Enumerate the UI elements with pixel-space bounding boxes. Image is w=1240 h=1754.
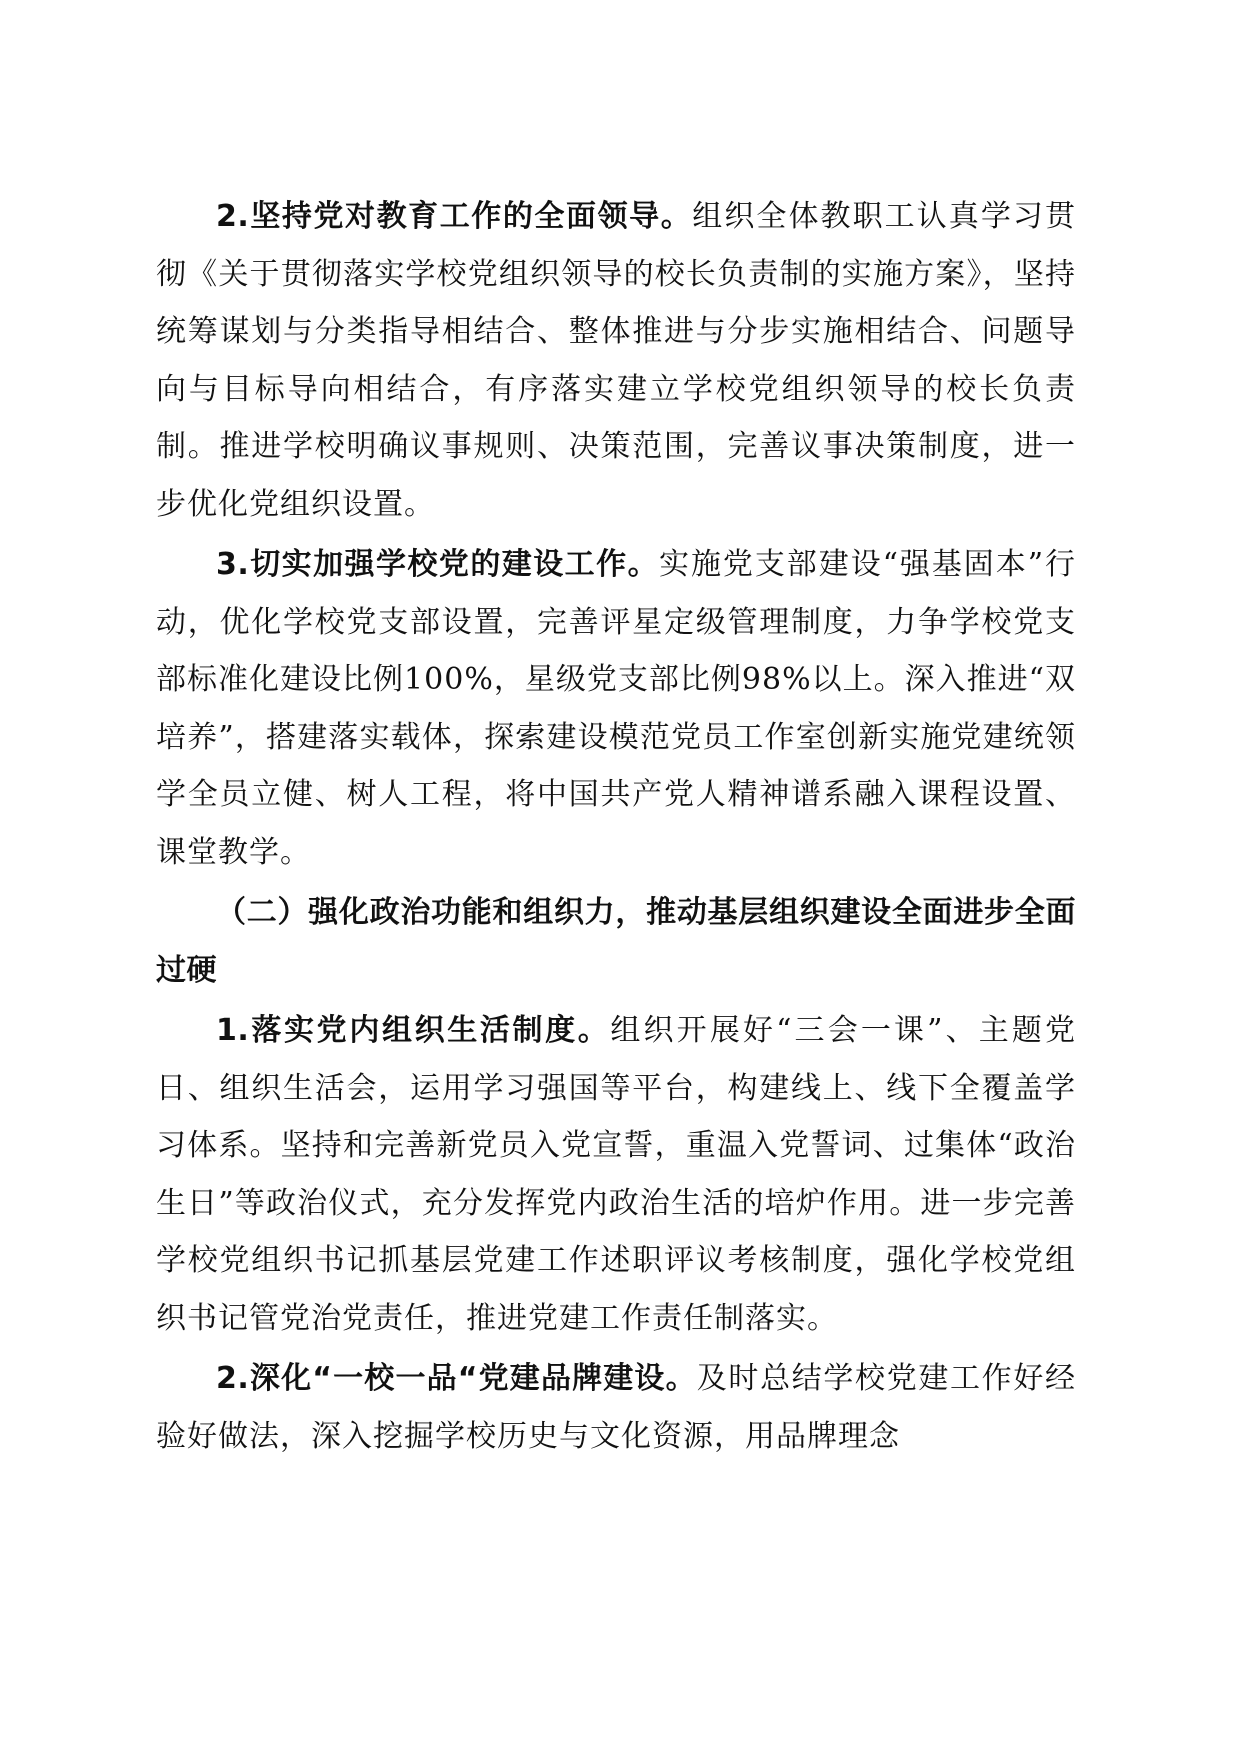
paragraph-body: 及时总结学校党建工作好经验好做法，深入挖掘学校历史与文化资源，用品牌理念	[156, 1361, 1076, 1454]
paragraph-body: 组织开展好“三会一课”、主题党日、组织生活会，运用学习强国等平台，构建线上、线下全覆盖学习体系。坚持和完善新党员入党宣誓，重温入党誓词、过集体“政治生日”等政治仪式，充分发挥党内政治生活的培炉作用。进一步完善学校党组织书记抓基层党建工作述职评议考核制度，强化学校党组织书记管党治党责任，推进党建工作责任制落实。	[156, 1013, 1076, 1336]
paragraph-body: 组织全体教职工认真学习贯彻《关于贯彻落实学校党组织领导的校长负责制的实施方案》，坚持统筹谋划与分类指导相结合、整体推进与分步实施相结合、问题导向与目标导向相结合，有序落实建立学校党组织领导的校长负责制。推进学校明确议事规则、决策范围，完善议事决策制度，进一步优化党组织设置。	[156, 199, 1076, 522]
document-page	[156, 188, 1076, 1468]
section-heading: （二）强化政治功能和组织力，推动基层组织建设全面进步全面过硬	[156, 895, 1076, 988]
paragraph-lead: 1.落实党内组织生活制度。	[216, 1013, 611, 1048]
paragraph-lead: 2.深化“一校一品“党建品牌建设。	[216, 1361, 697, 1396]
paragraph-brand-building	[156, 1350, 1076, 1465]
paragraph-lead: 2.坚持党对教育工作的全面领导。	[216, 199, 693, 234]
paragraph-organization-life	[156, 1002, 1076, 1347]
paragraph-party-building	[156, 536, 1076, 881]
paragraph-lead: 3.切实加强学校党的建设工作。	[216, 547, 660, 582]
paragraph-body: 实施党支部建设“强基固本”行动，优化学校党支部设置，完善评星定级管理制度，力争学校党支部标准化建设比例100%，星级党支部比例98%以上。深入推进“双培养”，搭建落实载体，探索建设模范党员工作室创新实施党建统领学全员立健、树人工程，将中国共产党人精神谱系融入课程设置、课堂教学。	[156, 547, 1076, 870]
paragraph-leadership	[156, 188, 1076, 533]
